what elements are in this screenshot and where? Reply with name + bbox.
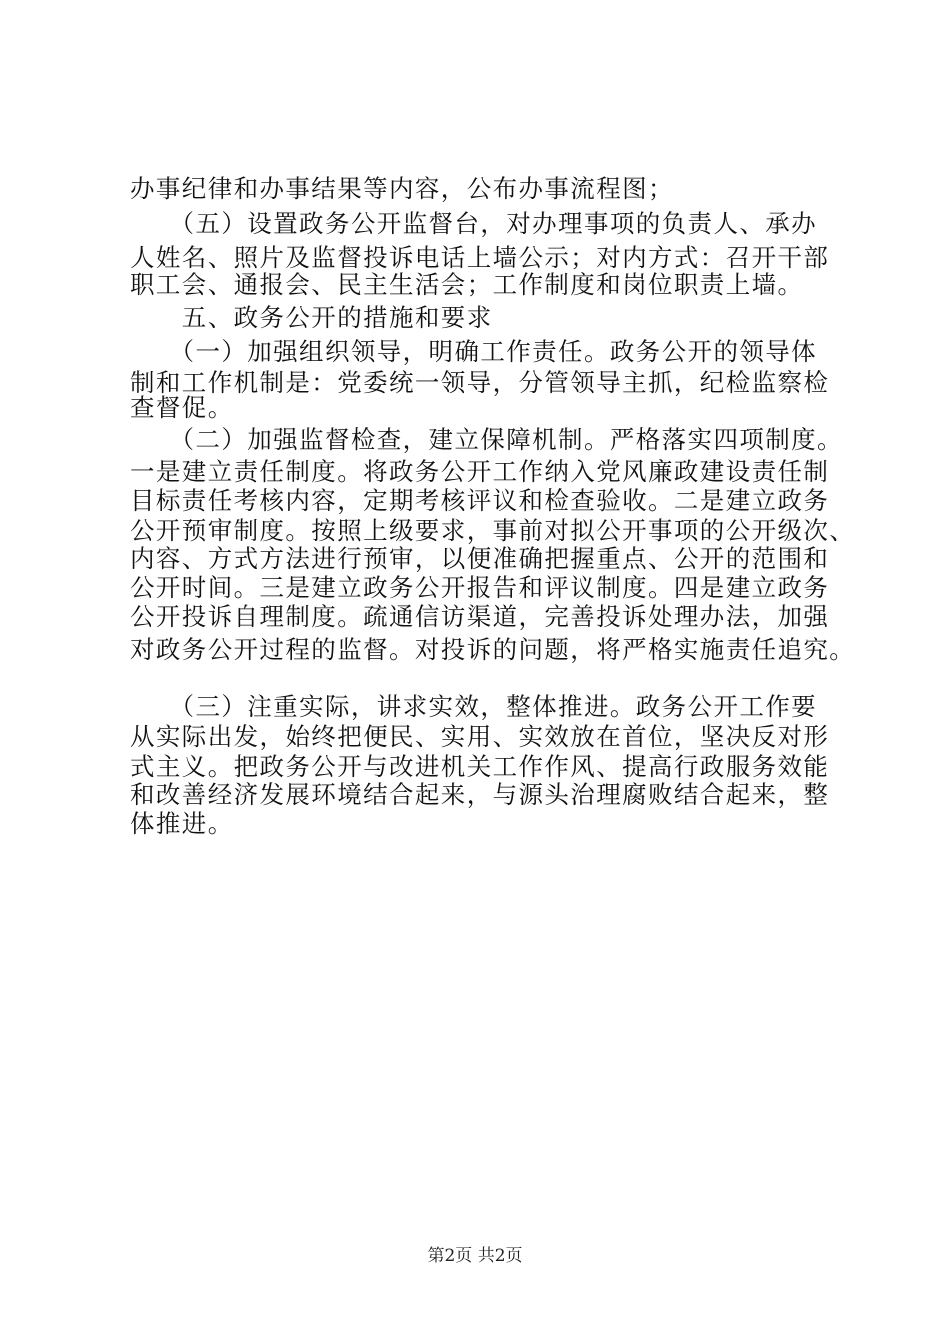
text-line: 从实际出发，始终把便民、实用、实效放在首位，坚决反对形 xyxy=(130,722,830,751)
text-line: 办事纪律和办事结果等内容，公布办事流程图； xyxy=(130,174,674,203)
text-line: 式主义。把政务公开与改进机关工作作风、提高行政服务效能 xyxy=(130,752,830,781)
page-number-footer: 第2页 共2页 xyxy=(427,1246,523,1266)
text-line: 查督促。 xyxy=(130,393,234,422)
text-line: （一）加强组织领导，明确工作责任。政务公开的领导体 xyxy=(130,337,818,366)
section-heading: 五、政务公开的措施和要求 xyxy=(130,303,493,332)
text-line: 对政务公开过程的监督。对投诉的问题，将严格实施责任追究。 xyxy=(130,635,856,664)
text-line: （三）注重实际，讲求实效，整体推进。政务公开工作要 xyxy=(130,692,818,721)
text-line: 体推进。 xyxy=(130,809,234,838)
text-line: 一是建立责任制度。将政务公开工作纳入党风廉政建设责任制 xyxy=(130,457,830,486)
text-line: 人姓名、照片及监督投诉电话上墙公示；对内方式：召开干部 xyxy=(130,243,830,272)
text-line: 目标责任考核内容，定期考核评议和检查验收。二是建立政务 xyxy=(130,486,830,515)
text-line: 职工会、通报会、民主生活会；工作制度和岗位职责上墙。 xyxy=(130,270,804,299)
text-line: （五）设置政务公开监督台，对办理事项的负责人、承办 xyxy=(130,209,818,238)
text-line: 内容、方式方法进行预审，以便准确把握重点、公开的范围和 xyxy=(130,544,830,573)
text-line: 公开时间。三是建立政务公开报告和评议制度。四是建立政务 xyxy=(130,573,830,602)
text-line: （二）加强监督检查，建立保障机制。严格落实四项制度。 xyxy=(130,425,843,454)
text-line: 公开投诉自理制度。疏通信访渠道，完善投诉处理办法，加强 xyxy=(130,602,830,631)
text-line: 和改善经济发展环境结合起来，与源头治理腐败结合起来，整 xyxy=(130,780,830,809)
text-line: 公开预审制度。按照上级要求，事前对拟公开事项的公开级次、 xyxy=(130,516,856,545)
text-line: 制和工作机制是：党委统一领导，分管领导主抓，纪检监察检 xyxy=(130,368,830,397)
